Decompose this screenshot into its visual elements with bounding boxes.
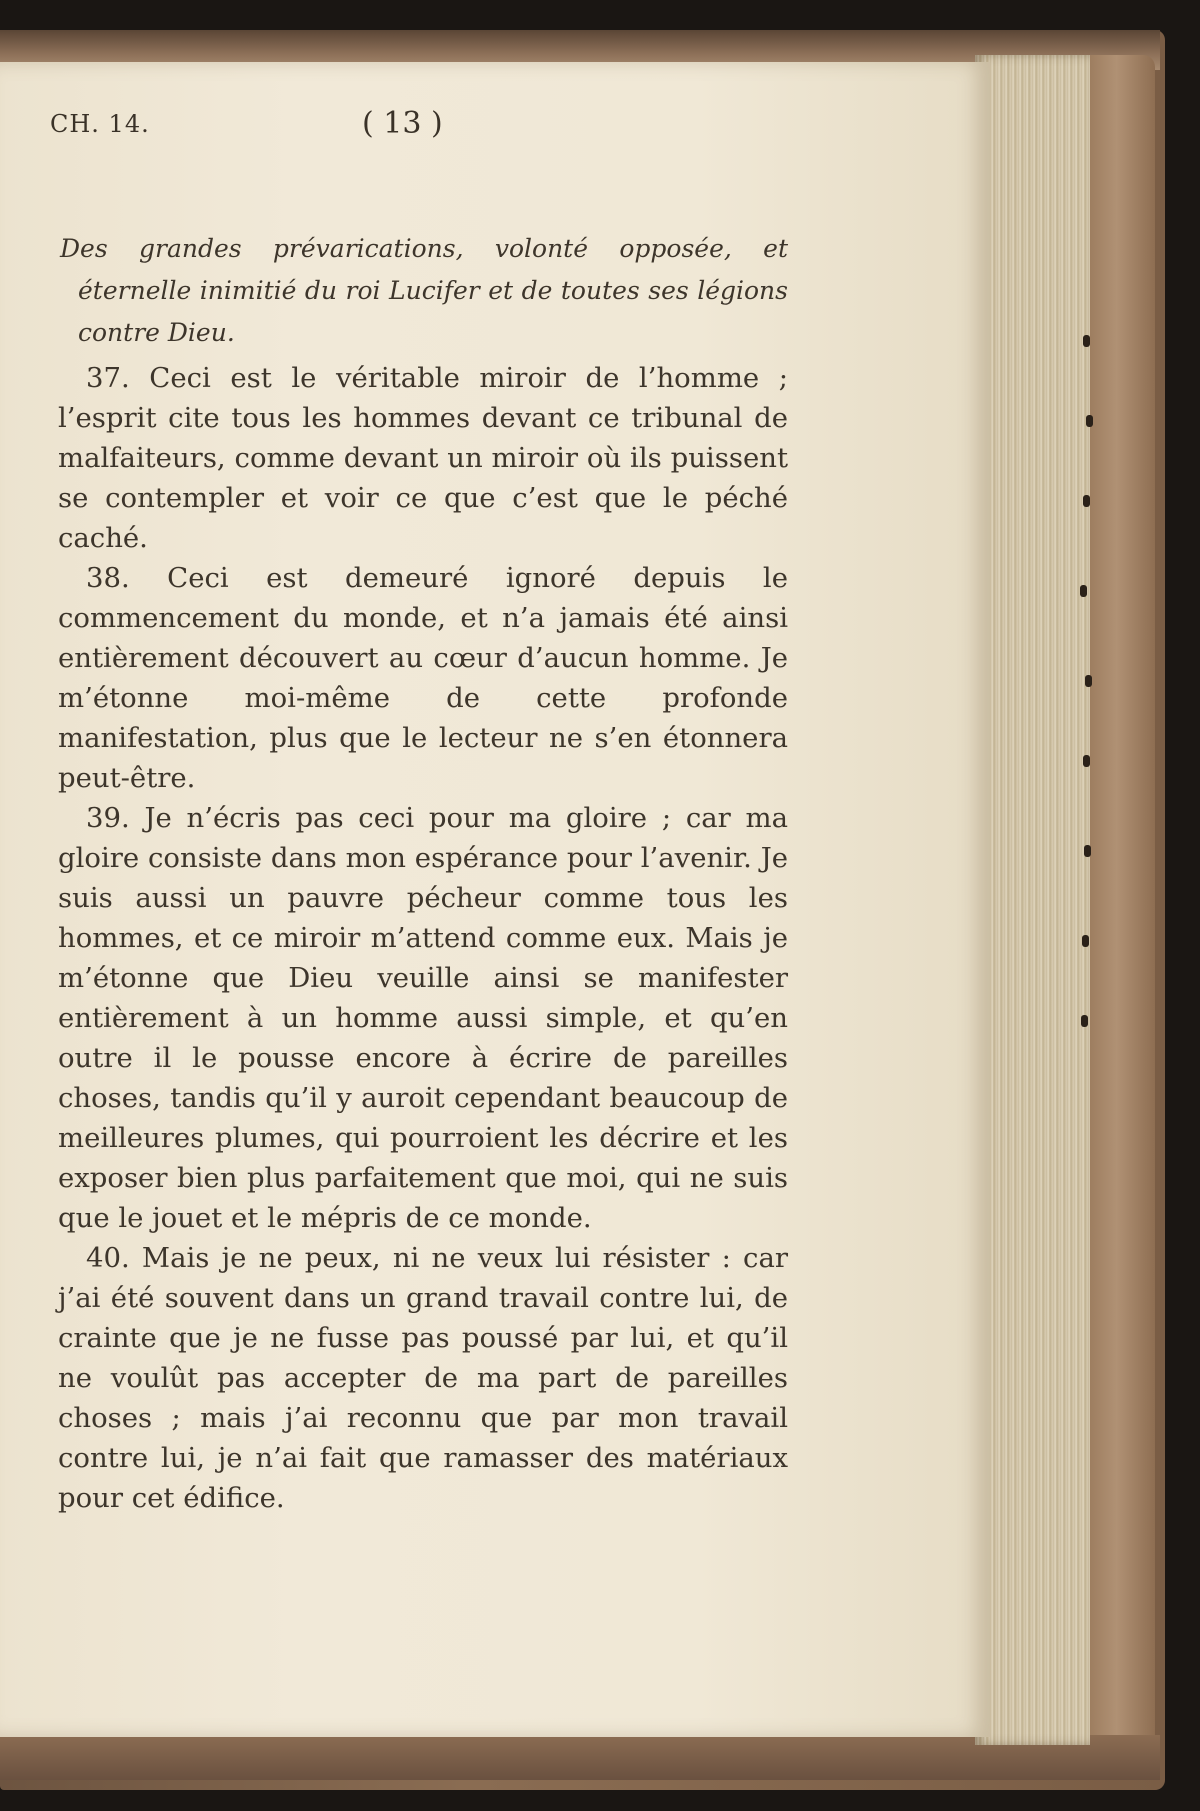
text-block	[58, 228, 788, 1518]
page-number: ( 13 )	[362, 106, 443, 141]
edge-mark	[1081, 1015, 1088, 1027]
running-header	[50, 106, 470, 160]
edge-mark	[1084, 845, 1091, 857]
edge-mark	[1083, 335, 1090, 347]
paragraph-37: 37. Ceci est le véritable miroir de l’homme ; l’esprit cite tous les hommes devant ce tribunal de malfaiteurs, comme devant un miroir où ils puissent se contempler et voir ce que c’est que le péché caché.	[58, 362, 788, 554]
paragraph-40: 40. Mais je ne peux, ni ne veux lui résister : car j’ai été souvent dans un grand travail contre lui, de crainte que je ne fusse pas poussé par lui, et qu’il ne voulût pas accepter de ma part de pareilles choses ; mais j’ai reconnu que par mon travail contre lui, je n’ai fait que ramasser des matériaux pour cet édifice.	[58, 1242, 788, 1514]
edge-mark	[1083, 495, 1090, 507]
paragraph-39: 39. Je n’écris pas ceci pour ma gloire ; car ma gloire consiste dans mon espérance pour l’avenir. Je suis aussi un pauvre pécheur comme tous les hommes, et ce miroir m’attend comme eux. Mais je m’étonne que Dieu veuille ainsi se manifester entièrement à un homme aussi simple, et qu’en outre il le pousse encore à écrire de pareilles choses, tandis qu’il y auroit cependant beaucoup de meilleures plumes, qui pourroient les décrire et les exposer bien plus parfaitement que moi, qui ne suis que le jouet et le mépris de ce monde.	[58, 802, 788, 1234]
edge-mark	[1086, 415, 1093, 427]
cover-right-edge	[1085, 55, 1155, 1775]
edge-mark	[1085, 675, 1092, 687]
paragraph-38: 38. Ceci est demeuré ignoré depuis le commencement du monde, et n’a jamais été ainsi entièrement découvert au cœur d’aucun homme. Je m’étonne moi-même de cette profonde manifestation, plus que le lecteur ne s’en étonnera peut-être.	[58, 562, 788, 794]
chapter-label: CH. 14.	[50, 110, 150, 138]
chapter-summary: Des grandes prévarications, volonté opposée, et éternelle inimitié du roi Lucifer et de toutes ses légions contre Dieu.	[60, 234, 788, 347]
edge-mark	[1083, 755, 1090, 767]
page-edges	[975, 55, 1090, 1745]
edge-mark	[1080, 585, 1087, 597]
edge-mark	[1082, 935, 1089, 947]
